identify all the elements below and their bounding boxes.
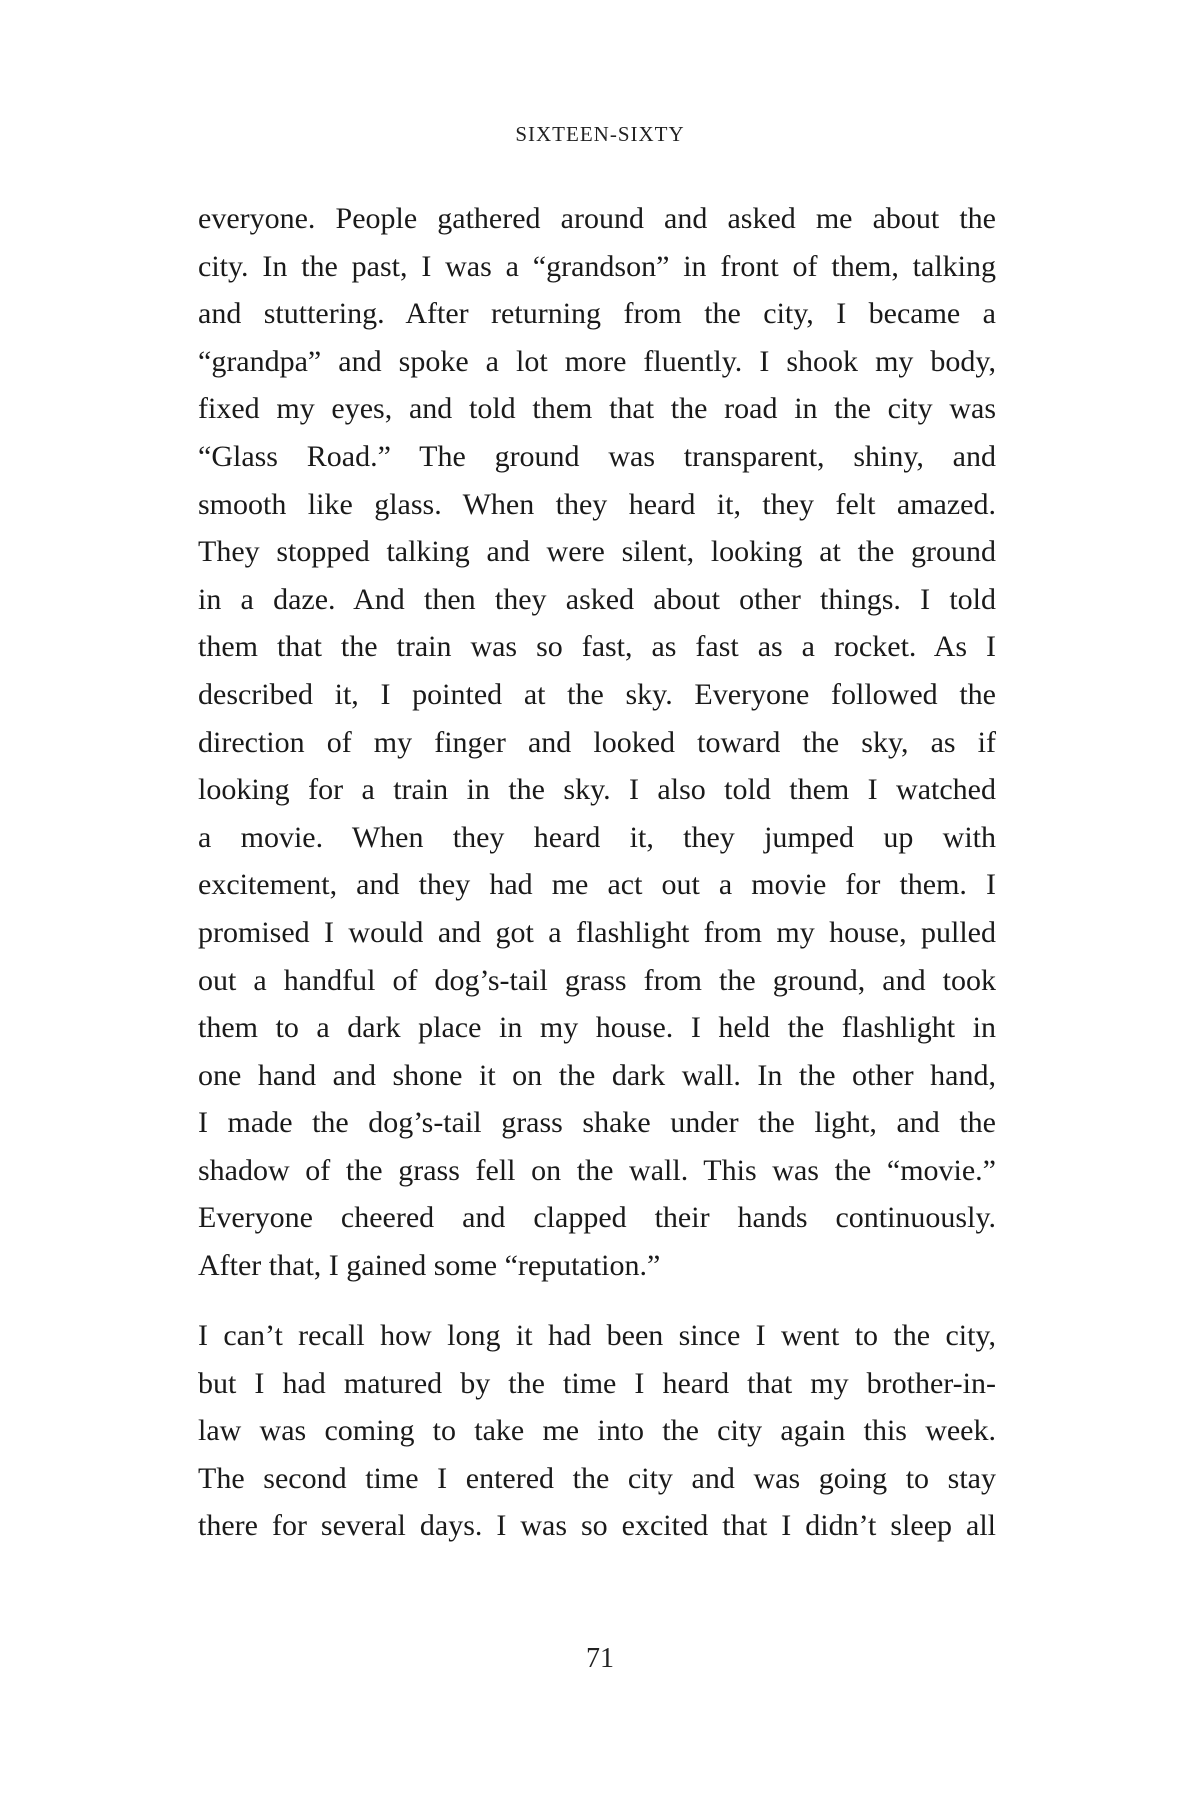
text-line: The second time I entered the city and was going to stay — [198, 1461, 996, 1495]
text-line: promised I would and got a flashlight from my house, pulled — [198, 915, 996, 949]
text-line: described it, I pointed at the sky. Everyone followed the — [198, 677, 996, 711]
text-line: shadow of the grass fell on the wall. This was the “movie.” — [198, 1153, 996, 1187]
text-line: in a daze. And then they asked about other things. I told — [198, 582, 996, 616]
running-head: SIXTEEN-SIXTY — [515, 122, 685, 146]
page-number: 71 — [586, 1643, 614, 1674]
text-line: everyone. People gathered around and asked me about the — [198, 202, 996, 235]
text-line: them to a dark place in my house. I held the flashlight in — [198, 1011, 996, 1045]
text-line: “Glass Road.” The ground was transparent, shiny, and — [198, 439, 996, 473]
text-line: a movie. When they heard it, they jumped up with — [198, 820, 996, 854]
text-line: Everyone cheered and clapped their hands continuously. — [198, 1201, 996, 1235]
text-line: I can’t recall how long it had been since I went to the city, — [198, 1319, 996, 1352]
text-line: smooth like glass. When they heard it, they felt amazed. — [198, 487, 996, 521]
text-line: one hand and shone it on the dark wall. In the other hand, — [198, 1058, 996, 1092]
text-line: and stuttering. After returning from the city, I became a — [198, 297, 996, 331]
paragraph-2 — [198, 1312, 996, 1550]
paragraph-1 — [198, 195, 996, 1290]
text-line: city. In the past, I was a “grandson” in front of them, talking — [198, 249, 996, 283]
text-line: looking for a train in the sky. I also told them I watched — [198, 773, 996, 807]
text-line: They stopped talking and were silent, looking at the ground — [198, 535, 996, 569]
text-line: After that, I gained some “reputation.” — [198, 1249, 661, 1283]
text-line: there for several days. I was so excited that I didn’t sleep all — [198, 1509, 996, 1543]
text-line: excitement, and they had me act out a movie for them. I — [198, 868, 996, 902]
text-line: “grandpa” and spoke a lot more fluently. I shook my body, — [198, 344, 996, 378]
text-line: out a handful of dog’s-tail grass from the ground, and took — [198, 963, 996, 997]
text-line: fixed my eyes, and told them that the road in the city was — [198, 392, 996, 426]
text-line: but I had matured by the time I heard that my brother-in- — [198, 1366, 996, 1400]
text-line: them that the train was so fast, as fast as a rocket. As I — [198, 630, 996, 664]
text-line: direction of my finger and looked toward the sky, as if — [198, 725, 996, 759]
text-line: law was coming to take me into the city again this week. — [198, 1414, 996, 1448]
text-line: I made the dog’s-tail grass shake under the light, and the — [198, 1106, 996, 1140]
